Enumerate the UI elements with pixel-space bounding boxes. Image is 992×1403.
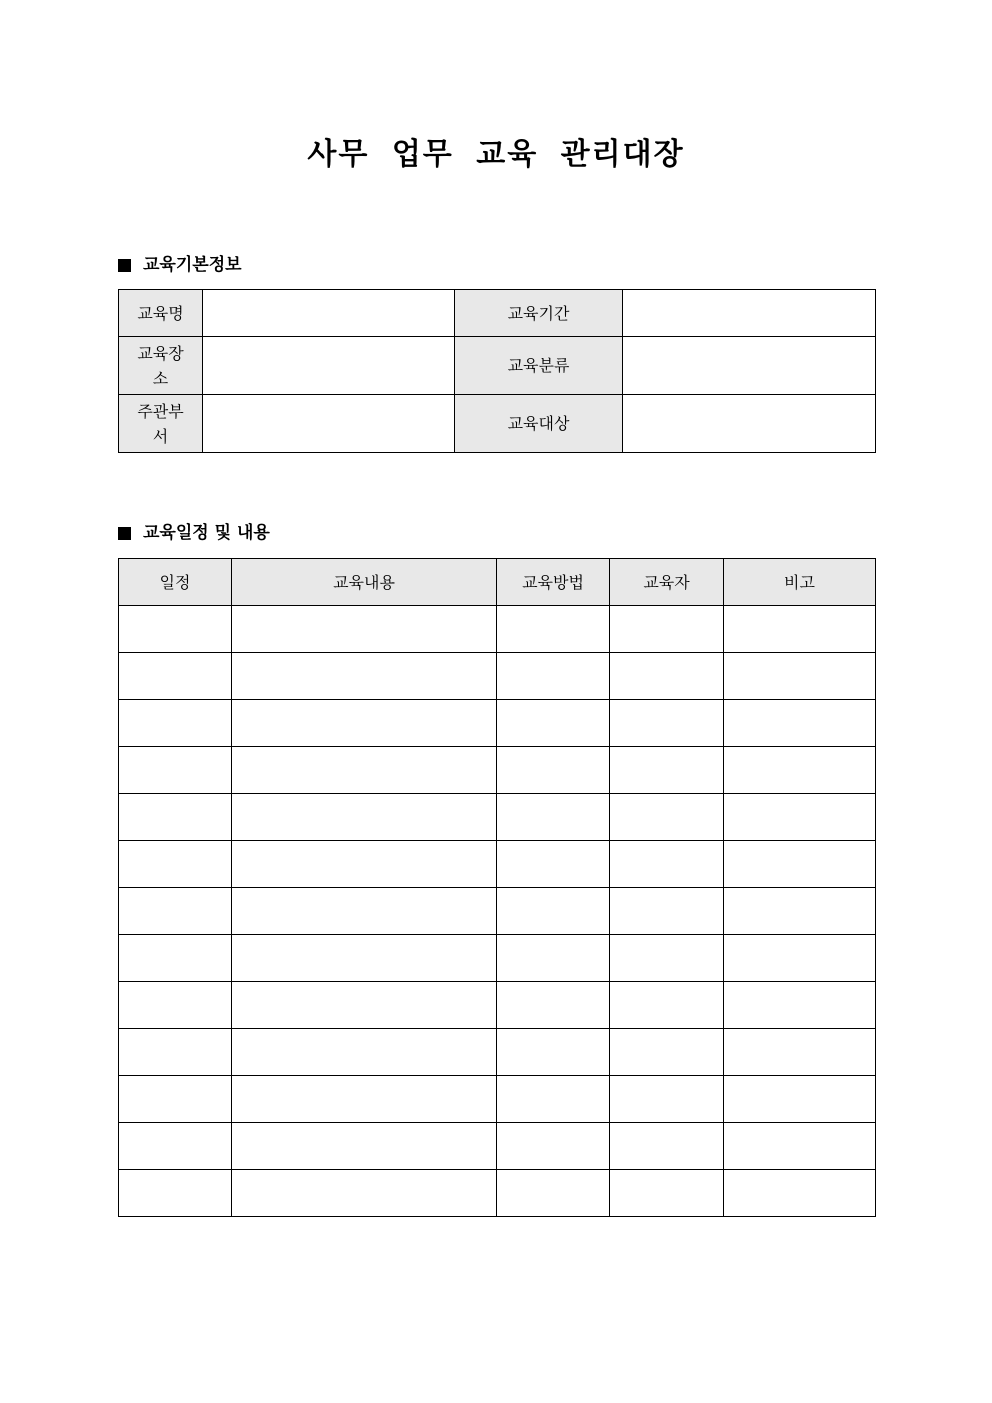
schedule-cell[interactable]: [724, 888, 876, 935]
schedule-cell[interactable]: [610, 935, 724, 982]
schedule-cell[interactable]: [232, 1029, 497, 1076]
schedule-cell[interactable]: [232, 935, 497, 982]
table-row: [119, 606, 876, 653]
schedule-cell[interactable]: [724, 794, 876, 841]
schedule-cell[interactable]: [232, 794, 497, 841]
info-label: 교육기간: [455, 290, 623, 337]
schedule-cell[interactable]: [724, 1076, 876, 1123]
info-value-field[interactable]: [203, 290, 455, 337]
schedule-header-row: [119, 559, 876, 606]
column-header: 교육자: [610, 559, 724, 606]
schedule-cell[interactable]: [232, 747, 497, 794]
basic-info-table: [118, 289, 876, 453]
column-header: 교육내용: [232, 559, 497, 606]
column-header: 비고: [724, 559, 876, 606]
table-row: [119, 653, 876, 700]
schedule-cell[interactable]: [724, 935, 876, 982]
section-heading-label: 교육일정 및 내용: [143, 523, 270, 543]
schedule-cell[interactable]: [497, 982, 610, 1029]
info-value-field[interactable]: [623, 337, 876, 395]
schedule-cell[interactable]: [497, 606, 610, 653]
schedule-cell[interactable]: [724, 653, 876, 700]
schedule-cell[interactable]: [610, 794, 724, 841]
schedule-cell[interactable]: [119, 700, 232, 747]
info-value-field[interactable]: [623, 395, 876, 453]
schedule-cell[interactable]: [610, 747, 724, 794]
schedule-cell[interactable]: [119, 1029, 232, 1076]
info-value-field[interactable]: [203, 395, 455, 453]
schedule-cell[interactable]: [497, 1029, 610, 1076]
square-bullet-icon: [118, 527, 131, 540]
column-header: 교육방법: [497, 559, 610, 606]
document-title: 사무 업무 교육 관리대장: [307, 137, 685, 172]
schedule-cell[interactable]: [724, 606, 876, 653]
schedule-cell[interactable]: [724, 747, 876, 794]
schedule-cell[interactable]: [232, 1076, 497, 1123]
info-label: 교육분류: [455, 337, 623, 395]
schedule-cell[interactable]: [232, 653, 497, 700]
info-row: [119, 290, 876, 337]
schedule-cell[interactable]: [497, 935, 610, 982]
table-row: [119, 841, 876, 888]
schedule-cell[interactable]: [724, 1123, 876, 1170]
schedule-table: [118, 558, 876, 1217]
table-row: [119, 747, 876, 794]
schedule-cell[interactable]: [232, 1123, 497, 1170]
schedule-cell[interactable]: [610, 982, 724, 1029]
schedule-cell[interactable]: [497, 653, 610, 700]
schedule-cell[interactable]: [610, 1123, 724, 1170]
schedule-cell[interactable]: [497, 747, 610, 794]
info-label: 주관부 서: [119, 395, 203, 453]
schedule-cell[interactable]: [497, 1170, 610, 1217]
info-row: [119, 395, 876, 453]
schedule-cell[interactable]: [232, 888, 497, 935]
schedule-cell[interactable]: [232, 982, 497, 1029]
table-row: [119, 1123, 876, 1170]
schedule-cell[interactable]: [724, 700, 876, 747]
schedule-cell[interactable]: [724, 841, 876, 888]
table-row: [119, 1076, 876, 1123]
info-label: 교육대상: [455, 395, 623, 453]
schedule-cell[interactable]: [610, 653, 724, 700]
table-row: [119, 1170, 876, 1217]
schedule-cell[interactable]: [232, 700, 497, 747]
schedule-cell[interactable]: [119, 982, 232, 1029]
schedule-cell[interactable]: [610, 606, 724, 653]
schedule-cell[interactable]: [119, 747, 232, 794]
info-label: 교육장 소: [119, 337, 203, 395]
schedule-cell[interactable]: [119, 1170, 232, 1217]
table-row: [119, 935, 876, 982]
schedule-cell[interactable]: [232, 606, 497, 653]
schedule-cell[interactable]: [119, 1123, 232, 1170]
schedule-cell[interactable]: [119, 1076, 232, 1123]
schedule-cell[interactable]: [610, 888, 724, 935]
section-heading-schedule: [118, 521, 270, 545]
table-row: [119, 794, 876, 841]
info-row: [119, 337, 876, 395]
schedule-cell[interactable]: [497, 1076, 610, 1123]
schedule-cell[interactable]: [119, 888, 232, 935]
table-row: [119, 1029, 876, 1076]
schedule-cell[interactable]: [119, 606, 232, 653]
schedule-cell[interactable]: [610, 1076, 724, 1123]
schedule-cell[interactable]: [610, 841, 724, 888]
schedule-cell[interactable]: [497, 700, 610, 747]
schedule-cell[interactable]: [232, 1170, 497, 1217]
table-row: [119, 982, 876, 1029]
schedule-cell[interactable]: [724, 1170, 876, 1217]
schedule-cell[interactable]: [119, 935, 232, 982]
column-header: 일정: [119, 559, 232, 606]
schedule-cell[interactable]: [610, 1029, 724, 1076]
schedule-cell[interactable]: [610, 700, 724, 747]
schedule-cell[interactable]: [232, 841, 497, 888]
schedule-cell[interactable]: [119, 841, 232, 888]
schedule-cell[interactable]: [119, 653, 232, 700]
info-label: 교육명: [119, 290, 203, 337]
schedule-cell[interactable]: [497, 794, 610, 841]
schedule-cell[interactable]: [610, 1170, 724, 1217]
schedule-cell[interactable]: [497, 1123, 610, 1170]
schedule-cell[interactable]: [724, 982, 876, 1029]
schedule-cell[interactable]: [497, 888, 610, 935]
table-row: [119, 700, 876, 747]
section-heading-basic-info: [118, 253, 242, 277]
section-heading-label: 교육기본정보: [143, 255, 242, 275]
schedule-cell[interactable]: [119, 794, 232, 841]
schedule-cell[interactable]: [724, 1029, 876, 1076]
info-value-field[interactable]: [623, 290, 876, 337]
info-value-field[interactable]: [203, 337, 455, 395]
square-bullet-icon: [118, 259, 131, 272]
table-row: [119, 888, 876, 935]
schedule-cell[interactable]: [497, 841, 610, 888]
